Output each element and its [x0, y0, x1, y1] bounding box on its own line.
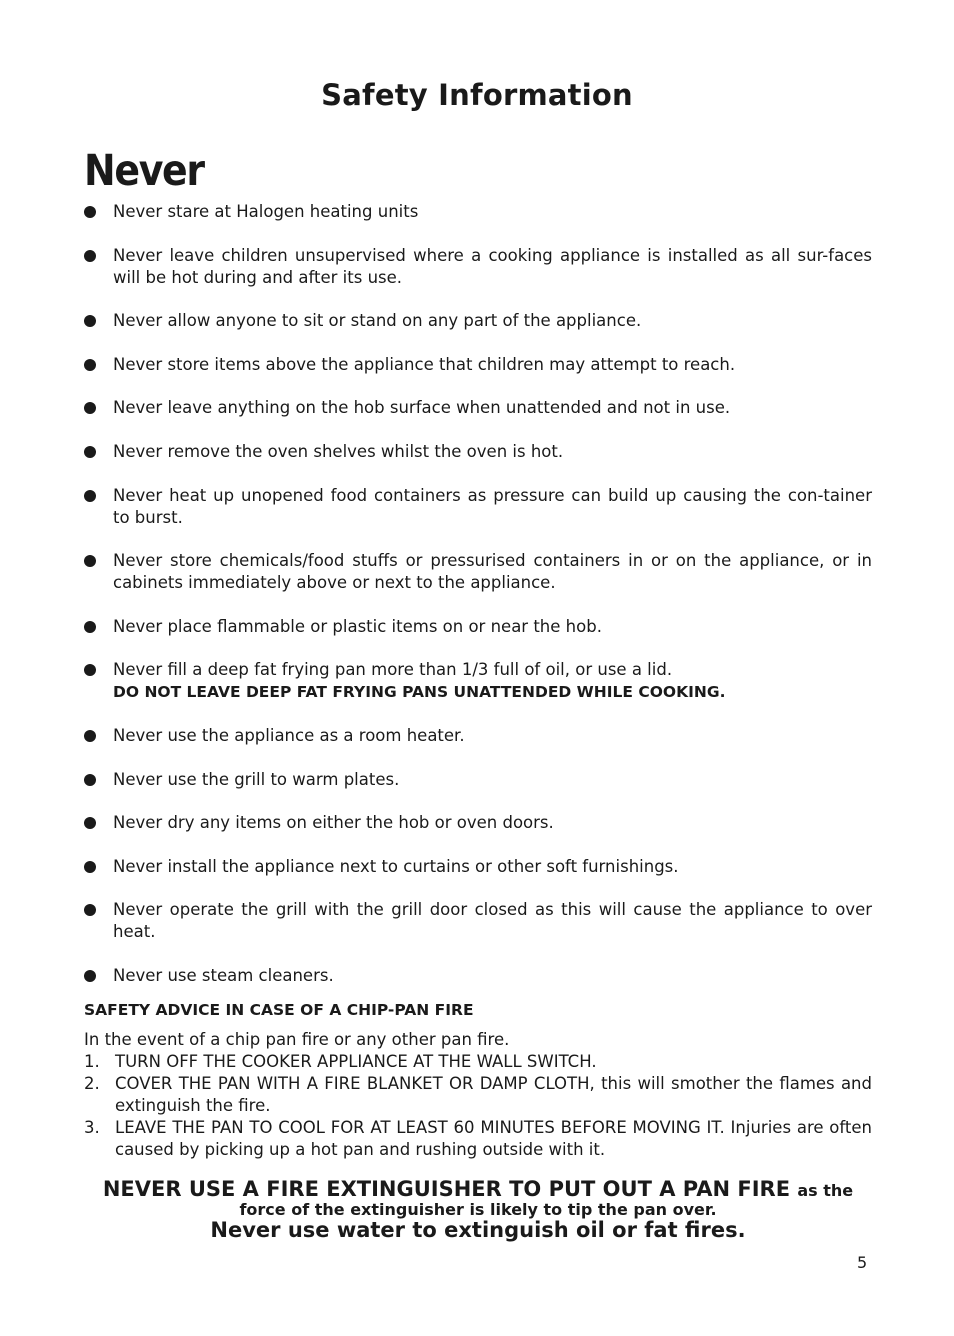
bullet-icon	[84, 730, 96, 742]
list-item	[84, 550, 872, 594]
list-item	[84, 616, 872, 638]
warning-main: NEVER USE A FIRE EXTINGUISHER TO PUT OUT A PAN FIRE	[102, 1177, 791, 1201]
advice-heading: SAFETY ADVICE IN CASE OF A CHIP-PAN FIRE	[84, 1001, 474, 1019]
bullet-icon	[84, 621, 96, 633]
warning-line-3: Never use water to extinguish oil or fat fires.	[210, 1218, 746, 1242]
page-title: Safety Information	[321, 78, 633, 112]
section-heading-never: Never	[84, 146, 204, 196]
advice-step-number: 3.	[84, 1118, 100, 1137]
bullet-icon	[84, 359, 96, 371]
advice-step-number: 2.	[84, 1074, 100, 1093]
bullet-icon	[84, 490, 96, 502]
list-item-text: Never fill a deep fat frying pan more than 1/3 full of oil, or use a lid.	[113, 660, 673, 680]
bullet-icon	[84, 774, 96, 786]
list-item	[84, 485, 872, 529]
list-item-text: Never stare at Halogen heating units	[113, 202, 419, 221]
list-item-note: DO NOT LEAVE DEEP FAT FRYING PANS UNATTENDED WHILE COOKING.	[113, 683, 726, 702]
list-item	[84, 725, 872, 747]
bullet-icon	[84, 817, 96, 829]
advice-step-text: TURN OFF THE COOKER APPLIANCE AT THE WALL SWITCH.	[115, 1052, 597, 1071]
list-item-text: Never store items above the appliance that children may attempt to reach.	[113, 354, 736, 374]
advice-step-number: 1.	[84, 1052, 100, 1071]
advice-step	[84, 1073, 872, 1117]
bullet-icon	[84, 861, 96, 873]
list-item	[84, 769, 872, 791]
bullet-icon	[84, 206, 96, 218]
list-item-text: Never leave children unsupervised where a cooking appliance is installed as all sur-faces will be hot during and after its use.	[113, 245, 872, 287]
advice-step-text: LEAVE THE PAN TO COOL FOR AT LEAST 60 MINUTES BEFORE MOVING IT. Injuries are often caused by picking up a hot pan and rushing outside with it.	[115, 1118, 872, 1159]
never-list	[84, 201, 872, 1009]
bullet-icon	[84, 250, 96, 262]
warning-block	[84, 1176, 872, 1242]
bullet-icon	[84, 970, 96, 982]
list-item	[84, 397, 872, 419]
list-item	[84, 441, 872, 463]
list-item-text: Never use steam cleaners.	[113, 965, 334, 985]
bullet-icon	[84, 904, 96, 916]
bullet-icon	[84, 446, 96, 458]
advice-steps	[84, 1051, 872, 1161]
list-item	[84, 812, 872, 834]
advice-step	[84, 1117, 872, 1161]
list-item-text: Never install the appliance next to curtains or other soft furnishings.	[113, 856, 679, 876]
list-item	[84, 659, 872, 703]
list-item	[84, 310, 872, 332]
list-item	[84, 856, 872, 878]
list-item-text: Never operate the grill with the grill door closed as this will cause the appliance to over heat.	[113, 900, 872, 942]
bullet-icon	[84, 315, 96, 327]
list-item	[84, 899, 872, 943]
advice-intro: In the event of a chip pan fire or any other pan fire.	[84, 1030, 510, 1049]
list-item-text: Never dry any items on either the hob or oven doors.	[113, 813, 554, 833]
list-item-text: Never heat up unopened food containers as pressure can build up causing the con-tainer to burst.	[113, 485, 872, 527]
list-item	[84, 245, 872, 289]
list-item-text: Never use the grill to warm plates.	[113, 769, 400, 789]
list-item-text: Never leave anything on the hob surface when unattended and not in use.	[113, 398, 731, 418]
list-item	[84, 965, 872, 987]
list-item	[84, 354, 872, 376]
advice-step	[84, 1051, 872, 1073]
bullet-icon	[84, 555, 96, 567]
list-item-text: Never use the appliance as a room heater.	[113, 725, 465, 745]
list-item-text: Never store chemicals/food stuffs or pressurised containers in or on the appliance, or in cabinets immediately above or next to the appliance.	[113, 551, 872, 593]
list-item	[84, 201, 872, 223]
page-number: 5	[857, 1253, 868, 1272]
bullet-icon	[84, 402, 96, 414]
list-item-text: Never remove the oven shelves whilst the oven is hot.	[113, 441, 564, 461]
list-item-text: Never place flammable or plastic items on or near the hob.	[113, 616, 602, 636]
warning-line-2: force of the extinguisher is likely to tip the pan over.	[239, 1200, 717, 1219]
list-item-text: Never allow anyone to sit or stand on any part of the appliance.	[113, 311, 642, 331]
advice-step-text: COVER THE PAN WITH A FIRE BLANKET OR DAMP CLOTH, this will smother the flames and extinguish the fire.	[115, 1074, 872, 1115]
bullet-icon	[84, 664, 96, 676]
warning-tail: as the	[797, 1181, 854, 1200]
